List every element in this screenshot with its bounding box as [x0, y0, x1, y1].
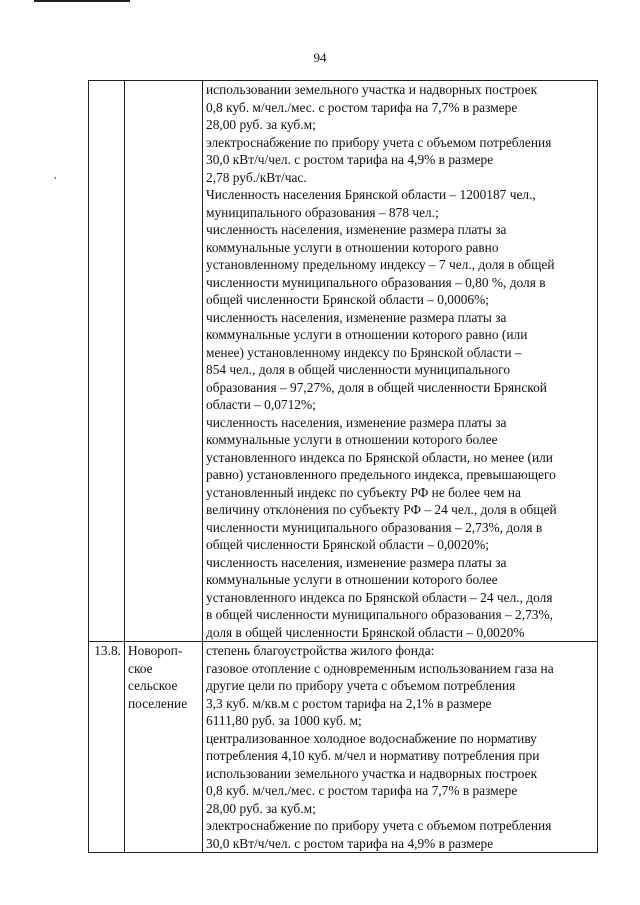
description-line: установленного индекса по Брянской области – 24 чел., доля: [206, 589, 553, 605]
description-line: электроснабжение по прибору учета с объемом потребления: [206, 818, 552, 833]
description-line: 854 чел., доля в общей численности муниципального: [206, 362, 511, 377]
description-line: образования – 97,27%, доля в общей численности Брянской: [206, 379, 547, 395]
municipality-name-cell: [125, 81, 203, 642]
description-line: численность населения, изменение размера платы за: [206, 309, 507, 325]
description-cell: [203, 81, 598, 642]
description-line: 28,00 руб. за куб.м;: [206, 117, 316, 132]
description-line: централизованное холодное водоснабжение по нормативу: [206, 730, 537, 746]
municipality-name-line: ское: [128, 660, 153, 676]
page-number: 94: [313, 50, 327, 65]
table-row: [89, 81, 598, 642]
description-cell: [203, 642, 598, 853]
description-line: доля в общей численности Брянской области – 0,0020%: [206, 624, 525, 640]
table-row: [89, 642, 598, 853]
description-line: 0,8 куб. м/чел./мес. с ростом тарифа на 7,7% в размере: [206, 783, 518, 798]
description-line: равно) установленного предельного индекса, превышающего: [206, 467, 556, 482]
description-line: общей численности Брянской области – 0,0020%;: [206, 537, 489, 552]
description-line: численность населения, изменение размера платы за: [206, 554, 507, 570]
description-line: 30,0 кВт/ч/чел. с ростом тарифа на 4,9% в размере: [206, 835, 494, 851]
municipality-name-line: сельское: [128, 678, 178, 693]
description-line: численности муниципального образования – 0,80 %, доля в: [206, 274, 546, 290]
row-number-cell: [89, 81, 125, 642]
table-body: [89, 81, 598, 853]
description-line: 2,78 руб./кВт/час.: [206, 169, 307, 185]
description-line: установленный индекс по субъекту РФ не более чем на: [206, 484, 521, 500]
description-line: 0,8 куб. м/чел./мес. с ростом тарифа на 7,7% в размере: [206, 99, 518, 115]
description-line: коммунальные услуги в отношении которого равно (или: [206, 327, 528, 342]
description-line: 30,0 кВт/ч/чел. с ростом тарифа на 4,9% в размере: [206, 152, 494, 167]
description-line: общей численности Брянской области – 0,0006%;: [206, 292, 489, 307]
description-line: менее) установленному индексу по Брянской области –: [206, 344, 522, 360]
description-line: газовое отопление с одновременным использованием газа на: [206, 660, 554, 676]
municipality-name-line: Новороп-: [128, 643, 183, 658]
description-line: численности муниципального образования – 2,73%, доля в: [206, 519, 543, 535]
row-number-cell: 13.8.: [89, 642, 125, 853]
description-line: численность населения, изменение размера платы за: [206, 222, 507, 237]
description-line: другие цели по прибору учета с объемом потребления: [206, 678, 516, 693]
description-line: 6111,80 руб. за 1000 куб. м;: [206, 713, 362, 728]
description-line: 28,00 руб. за куб.м;: [206, 800, 316, 816]
description-line: использовании земельного участка и надворных построек: [206, 82, 538, 97]
margin-mark: ,: [54, 170, 57, 181]
description-line: степень благоустройства жилого фонда:: [206, 643, 435, 658]
description-line: установленному предельному индексу – 7 чел., доля в общей: [206, 257, 555, 272]
description-line: Численность населения Брянской области – 1200187 чел.,: [206, 187, 536, 202]
description-line: в общей численности муниципального образования – 2,73%,: [206, 607, 553, 622]
municipality-name-cell: [125, 642, 203, 853]
description-line: коммунальные услуги в отношении которого равно: [206, 239, 499, 255]
municipality-name-line: поселение: [128, 695, 188, 711]
description-line: численность населения, изменение размера платы за: [206, 414, 507, 430]
description-line: муниципального образования – 878 чел.;: [206, 204, 439, 220]
top-edge-rule: [34, 0, 130, 2]
tariff-table: [88, 80, 598, 853]
description-line: величину отклонения по субъекту РФ – 24 чел., доля в общей: [206, 502, 557, 517]
description-line: использовании земельного участка и надворных построек: [206, 765, 538, 781]
description-line: потребления 4,10 куб. м/чел и нормативу потребления при: [206, 748, 540, 763]
description-line: электроснабжение по прибору учета с объемом потребления: [206, 134, 552, 150]
description-line: коммунальные услуги в отношении которого более: [206, 432, 498, 447]
description-line: 3,3 куб. м/кв.м с ростом тарифа на 2,1% в размере: [206, 695, 492, 711]
description-line: установленного индекса по Брянской области, но менее (или: [206, 449, 553, 465]
description-line: коммунальные услуги в отношении которого более: [206, 572, 498, 587]
description-line: области – 0,0712%;: [206, 397, 316, 412]
